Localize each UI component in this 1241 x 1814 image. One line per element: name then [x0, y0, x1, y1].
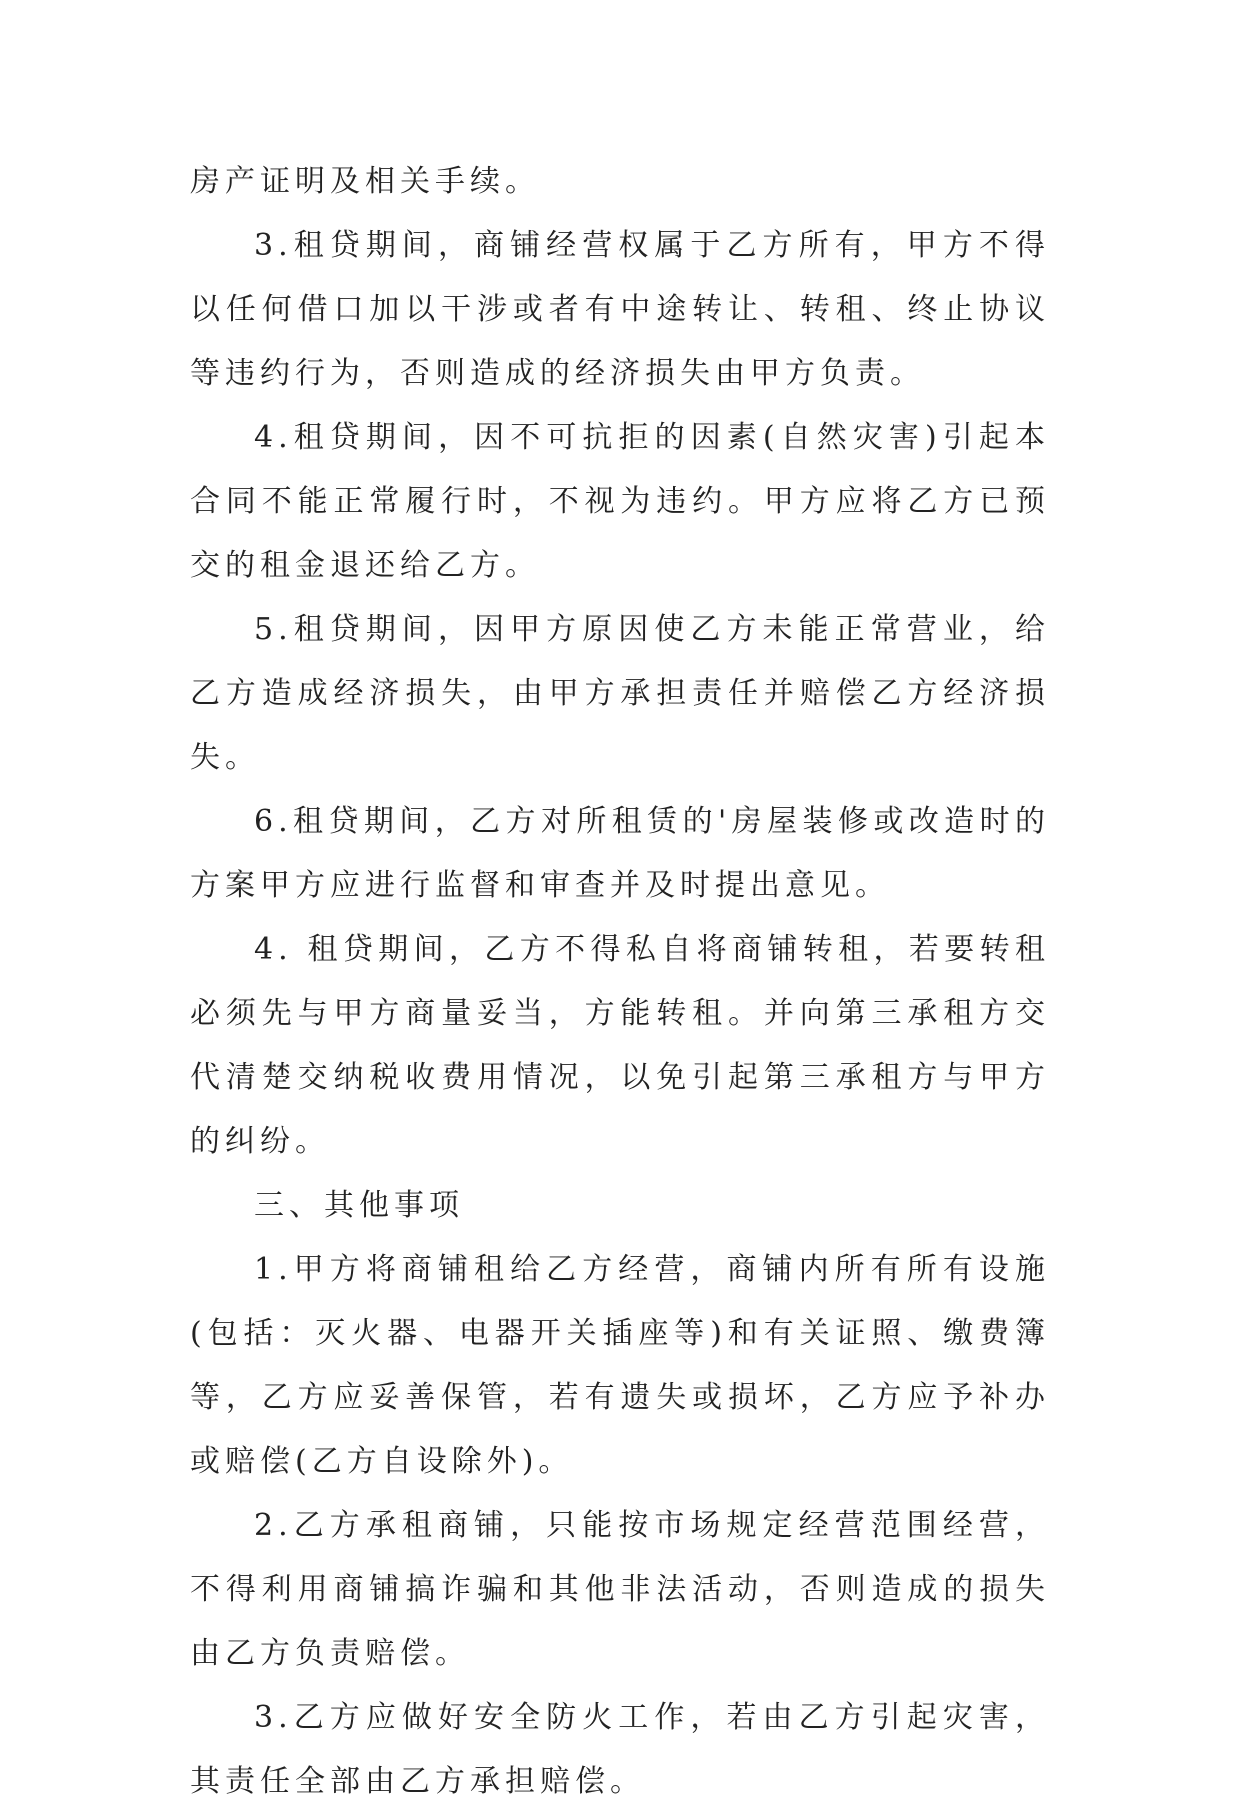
paragraph-clause-6: 6.租贷期间，乙方对所租赁的'房屋装修或改造时的方案甲方应进行监督和审查并及时提出意见。 — [190, 804, 1050, 903]
paragraph-other-1: 1.甲方将商铺租给乙方经营，商铺内所有所有设施(包括：灭火器、电器开关插座等)和有关证照、缴费簿等，乙方应妥善保管，若有遗失或损坏，乙方应予补办或赔偿(乙方自设除外)。 — [190, 1252, 1050, 1479]
paragraph-continuation: 房产证明及相关手续。 — [190, 164, 540, 199]
section-heading-other-matters: 三、其他事项 — [254, 1188, 464, 1223]
paragraph-clause-4b: 4. 租贷期间，乙方不得私自将商铺转租，若要转租必须先与甲方商量妥当，方能转租。并向第三承租方交代清楚交纳税收费用情况，以免引起第三承租方与甲方的纠纷。 — [190, 932, 1050, 1159]
paragraph-other-2: 2.乙方承租商铺，只能按市场规定经营范围经营，不得利用商铺搞诈骗和其他非法活动，否则造成的损失由乙方负责赔偿。 — [190, 1508, 1050, 1671]
paragraph-clause-5: 5.租贷期间，因甲方原因使乙方未能正常营业，给乙方造成经济损失，由甲方承担责任并赔偿乙方经济损失。 — [190, 612, 1050, 775]
paragraph-clause-4: 4.租贷期间，因不可抗拒的因素(自然灾害)引起本合同不能正常履行时，不视为违约。甲方应将乙方已预交的租金退还给乙方。 — [190, 420, 1050, 583]
document-body — [190, 150, 1050, 1814]
paragraph-other-3: 3.乙方应做好安全防火工作，若由乙方引起灾害，其责任全部由乙方承担赔偿。 — [190, 1700, 1050, 1799]
paragraph-clause-3: 3.租贷期间，商铺经营权属于乙方所有，甲方不得以任何借口加以干涉或者有中途转让、转租、终止协议等违约行为，否则造成的经济损失由甲方负责。 — [190, 228, 1050, 391]
